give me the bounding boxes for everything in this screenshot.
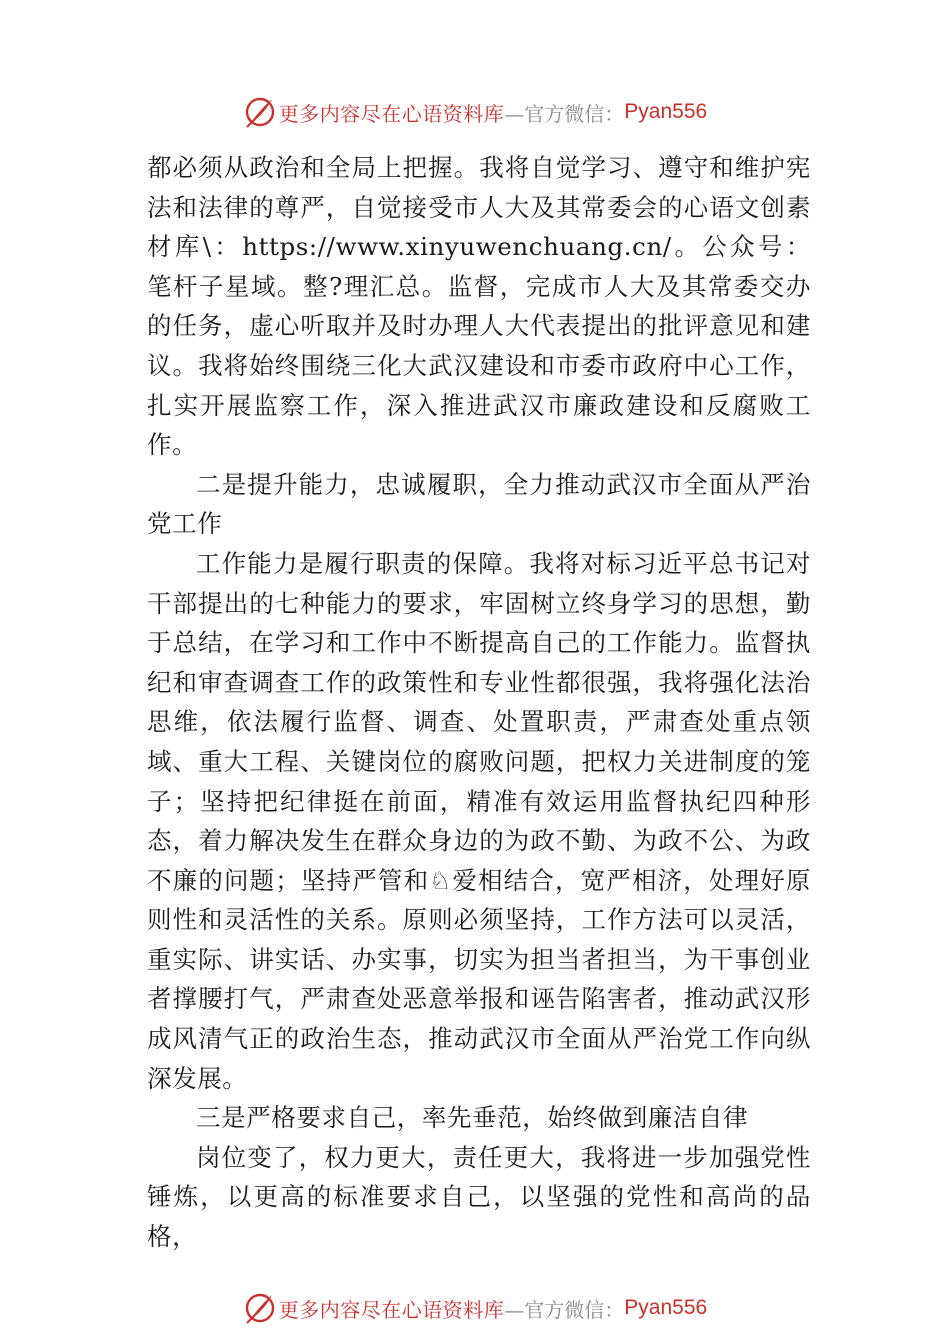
header-banner	[0, 92, 950, 132]
document-body	[147, 148, 811, 1257]
header-banner-text: 更多内容尽在心语资料库	[278, 101, 505, 126]
paragraph: 工作能力是履行职责的保障。我将对标习近平总书记对干部提出的七种能力的要求，牢固树立终身学习的思想，勤于总结，在学习和工作中不断提高自己的工作能力。监督执纪和审查调查工作的政策性和专业性都很强，我将强化法治思维，依法履行监督、调查、处置职责，严肃查处重点领域、重大工程、关键岗位的腐败问题，把权力关进制度的笼子；坚持把纪律挺在前面，精准有效运用监督执纪四种形态，着力解决发生在群众身边的为政不勤、为政不公、为政不廉的问题；坚持严管和♘爱相结合，宽严相济，处理好原则性和灵活性的关系。原则必须坚持，工作方法可以灵活，重实际、讲实话、办实事，切实为担当者担当，为干事创业者撑腰打气，严肃查处恶意举报和诬告陷害者，推动武汉形成风清气正的政治生态，推动武汉市全面从严治党工作向纵深发展。	[147, 548, 811, 1093]
footer-banner	[0, 1288, 950, 1328]
footer-banner-sub: —官方微信：	[504, 1297, 625, 1322]
paragraph: 都必须从政治和全局上把握。我将自觉学习、遵守和维护宪法和法律的尊严，自觉接受市人大及其常委会的心语文创素材库\：https://www.xinyuwenchuang.cn/。公众号：笔杆子星域。整?理汇总。监督，完成市人大及其常委交办的任务，虚心听取并及时办理人大代表提出的批评意见和建议。我将始终围绕三化大武汉建设和市委市政府中心工作，扎实开展监察工作，深入推进武汉市廉政建设和反腐败工作。	[147, 153, 811, 460]
header-wechat-id: Pyan556	[624, 100, 708, 123]
quill-logo-icon	[243, 1291, 277, 1325]
quill-logo-icon	[243, 95, 277, 129]
paragraph: 岗位变了，权力更大，责任更大，我将进一步加强党性锤炼，以更高的标准要求自己，以坚强的党性和高尚的品格，	[147, 1142, 811, 1252]
section-heading: 三是严格要求自己，率先垂范，始终做到廉洁自律	[196, 1103, 749, 1133]
footer-banner-text: 更多内容尽在心语资料库	[278, 1297, 505, 1322]
section-heading: 二是提升能力，忠诚履职，全力推动武汉市全面从严治党工作	[147, 469, 811, 539]
header-banner-sub: —官方微信：	[504, 101, 625, 126]
footer-wechat-id: Pyan556	[624, 1296, 708, 1319]
